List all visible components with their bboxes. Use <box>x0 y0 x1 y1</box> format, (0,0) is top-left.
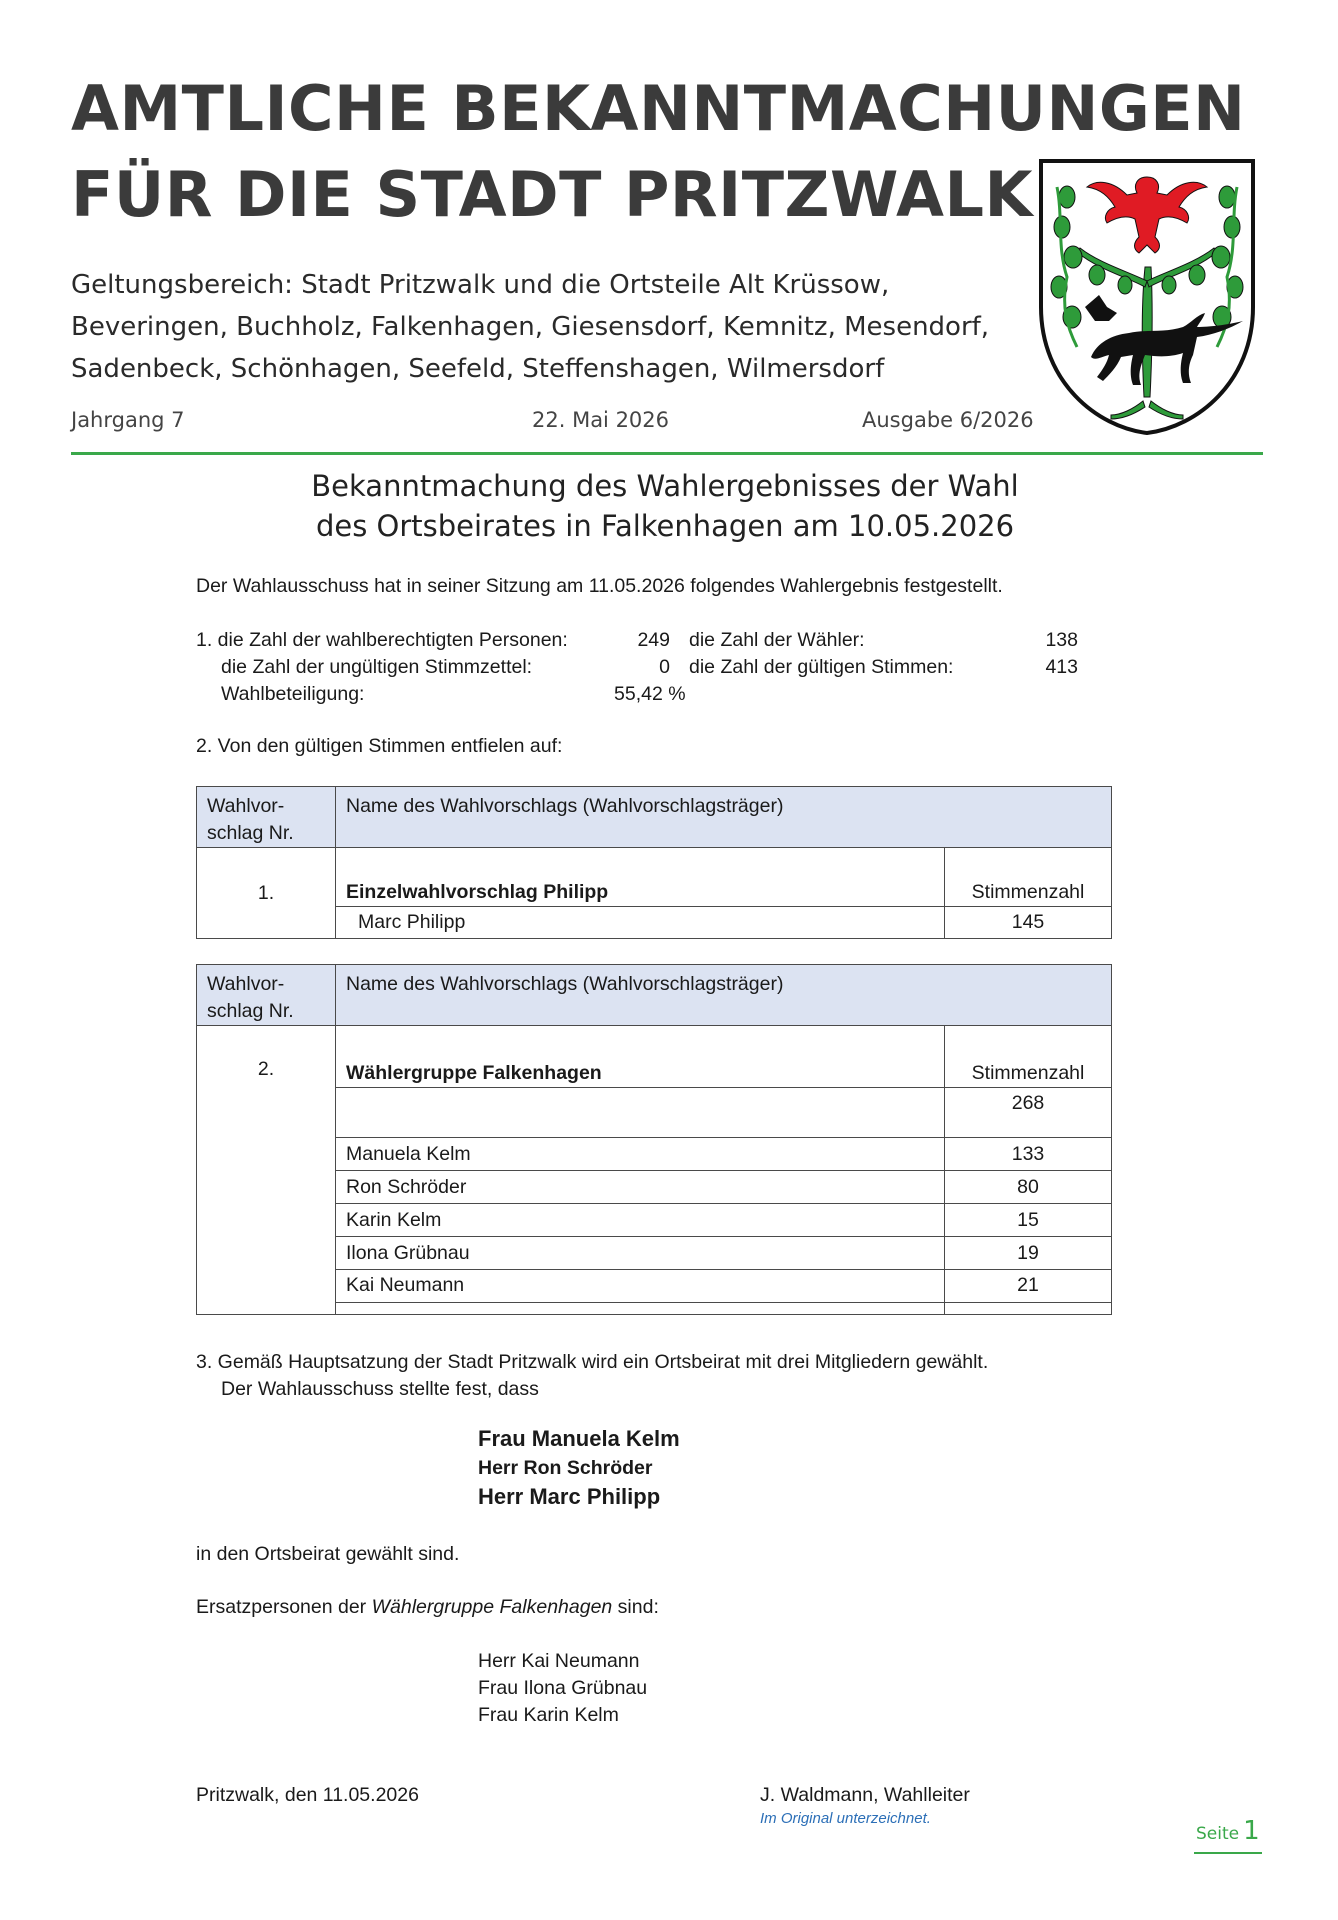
voters-label: die Zahl der Wähler: <box>689 629 865 651</box>
substitutes-intro-prefix: Ersatzpersonen der <box>196 1596 372 1618</box>
eligible-label: 1. die Zahl der wahlberechtigten Personen: <box>196 629 568 651</box>
issue-number: Ausgabe 6/2026 <box>862 408 1034 432</box>
section2-text: 2. Von den gültigen Stimmen entfielen auf: <box>196 735 563 757</box>
candidate-votes: 145 <box>945 907 1112 939</box>
empty-cell <box>945 1303 1112 1315</box>
eligible-value: 249 <box>637 629 670 651</box>
voters-value: 138 <box>1045 629 1078 651</box>
turnout-value: 55,42 % <box>614 683 686 705</box>
proposal-row <box>197 1026 1112 1088</box>
place-date: Pritzwalk, den 11.05.2026 <box>196 1784 419 1806</box>
invalid-value: 0 <box>659 656 670 678</box>
candidate-votes: 21 <box>945 1270 1112 1303</box>
header-title-line2: FÜR DIE STADT PRITZWALK <box>71 158 1034 231</box>
candidate-votes: 80 <box>945 1171 1112 1204</box>
elected-member-3: Herr Marc Philipp <box>478 1484 661 1509</box>
signature-note: Im Original unterzeichnet. <box>760 1810 931 1827</box>
valid-label: die Zahl der gültigen Stimmen: <box>689 656 954 678</box>
elected-member-1: Frau Manuela Kelm <box>478 1426 680 1451</box>
substitutes-intro-suffix: sind: <box>612 1596 659 1618</box>
votes-header: Stimmenzahl <box>945 848 1112 907</box>
notice-title-line2: des Ortsbeirates in Falkenhagen am 10.05.2026 <box>315 509 1015 543</box>
proposal-total: 268 <box>945 1088 1112 1138</box>
proposal-name: Einzelwahlvorschlag Philipp <box>336 848 945 907</box>
candidate-name: Karin Kelm <box>336 1204 945 1237</box>
substitute-2: Frau Ilona Grübnau <box>478 1677 648 1699</box>
votes-header: Stimmenzahl <box>945 1026 1112 1088</box>
issue-date: 22. Mai 2026 <box>532 408 670 432</box>
coat-of-arms-logo <box>1037 157 1257 437</box>
candidate-name: Marc Philipp <box>336 907 945 939</box>
candidate-votes: 15 <box>945 1204 1112 1237</box>
candidate-votes: 19 <box>945 1237 1112 1270</box>
scope-line1: Geltungsbereich: Stadt Pritzwalk und die Ortsteile Alt Krüssow, <box>71 270 890 300</box>
proposal-table-2 <box>196 964 1112 1315</box>
table-header-row <box>197 787 1112 848</box>
invalid-label: die Zahl der ungültigen Stimmzettel: <box>221 656 533 678</box>
elected-member-2: Herr Ron Schröder <box>478 1457 653 1479</box>
notice-title <box>200 466 1130 546</box>
candidate-name: Kai Neumann <box>336 1270 945 1303</box>
valid-value: 413 <box>1045 656 1078 678</box>
elected-suffix: in den Ortsbeirat gewählt sind. <box>196 1543 460 1565</box>
proposal-table-1 <box>196 786 1112 939</box>
header-name-cell: Name des Wahlvorschlags (Wahlvorschlagsträger) <box>336 787 1112 848</box>
page-number <box>1196 1816 1260 1846</box>
scope-text <box>71 264 1011 390</box>
signatory: J. Waldmann, Wahlleiter <box>760 1784 970 1806</box>
header-nr-line1: Wahlvor- <box>207 973 285 995</box>
substitute-1: Herr Kai Neumann <box>478 1650 640 1672</box>
scope-line3: Sadenbeck, Schönhagen, Seefeld, Steffenshagen, Wilmersdorf <box>71 354 885 384</box>
proposal-row <box>197 848 1112 907</box>
substitute-3: Frau Karin Kelm <box>478 1704 619 1726</box>
header-name-cell: Name des Wahlvorschlags (Wahlvorschlagsträger) <box>336 965 1112 1026</box>
proposal-nr: 1. <box>197 848 336 939</box>
candidate-votes: 133 <box>945 1138 1112 1171</box>
page-number-value: 1 <box>1243 1816 1260 1846</box>
header-nr-line2: schlag Nr. <box>207 1000 294 1022</box>
header-divider <box>71 452 1263 455</box>
header-nr-line1: Wahlvor- <box>207 795 285 817</box>
candidate-name: Ilona Grübnau <box>336 1237 945 1270</box>
notice-title-line1: Bekanntmachung des Wahlergebnisses der Wahl <box>311 469 1019 503</box>
candidate-name: Ron Schröder <box>336 1171 945 1204</box>
header-nr-cell <box>197 787 336 848</box>
table-header-row <box>197 965 1112 1026</box>
page-label: Seite <box>1196 1824 1240 1844</box>
section3-line1: 3. Gemäß Hauptsatzung der Stadt Pritzwalk wird ein Ortsbeirat mit drei Mitgliedern gewählt. <box>196 1351 989 1373</box>
header-nr-cell <box>197 965 336 1026</box>
header-title-line1: AMTLICHE BEKANNTMACHUNGEN <box>71 72 1246 145</box>
section3-line2: Der Wahlausschuss stellte fest, dass <box>221 1378 539 1400</box>
substitutes-intro <box>196 1595 659 1619</box>
page-number-underline <box>1194 1852 1262 1854</box>
proposal-nr: 2. <box>197 1026 336 1315</box>
empty-cell <box>336 1088 945 1138</box>
scope-line2: Beveringen, Buchholz, Falkenhagen, Giesensdorf, Kemnitz, Mesendorf, <box>71 312 990 342</box>
intro-text: Der Wahlausschuss hat in seiner Sitzung am 11.05.2026 folgendes Wahlergebnis festgestellt. <box>196 575 1003 597</box>
header-nr-line2: schlag Nr. <box>207 822 294 844</box>
substitutes-intro-group: Wählergruppe Falkenhagen <box>371 1596 613 1618</box>
candidate-name: Manuela Kelm <box>336 1138 945 1171</box>
volume: Jahrgang 7 <box>71 408 185 432</box>
proposal-name: Wählergruppe Falkenhagen <box>336 1026 945 1088</box>
empty-cell <box>336 1303 945 1315</box>
turnout-label: Wahlbeteiligung: <box>221 683 365 705</box>
